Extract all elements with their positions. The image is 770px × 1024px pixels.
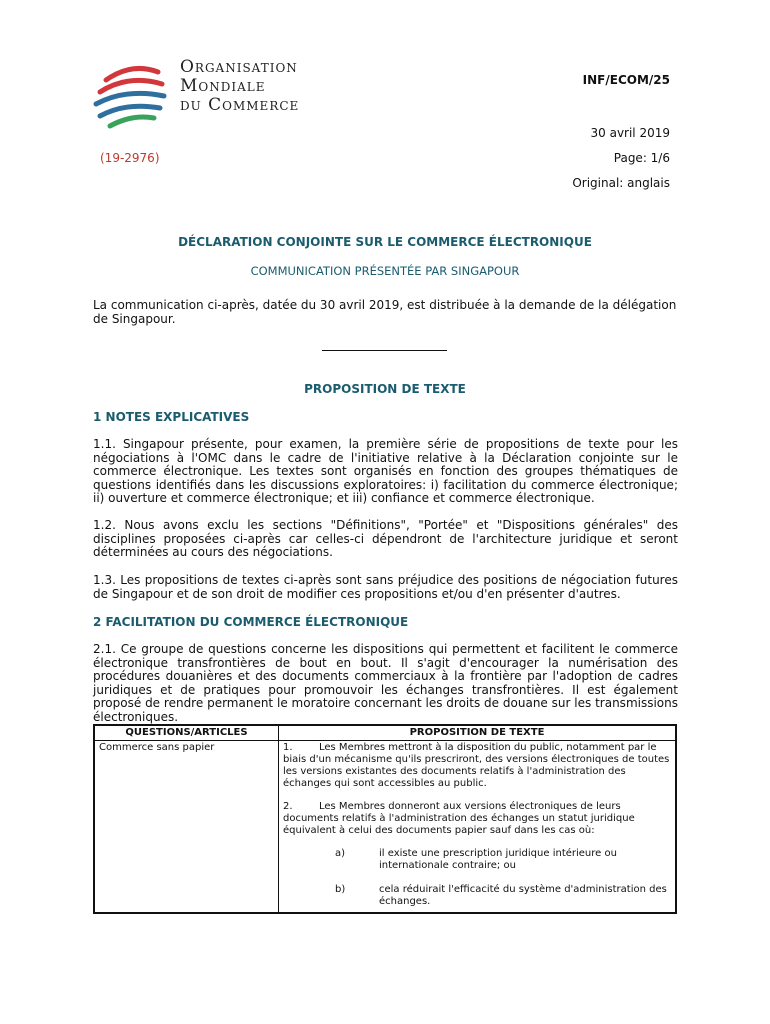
item-text: Les Membres mettront à la disposition du public, notamment par le biais d'un mécanisme qu'ils prescriront, des versions électroniques de toutes les versions existantes des documents relatifs à l'administration des échanges qui sont accessibles au public. bbox=[283, 742, 670, 789]
proposition-title: PROPOSITION DE TEXTE bbox=[304, 382, 466, 396]
document-subtitle: COMMUNICATION PRÉSENTÉE PAR SINGAPOUR bbox=[250, 264, 520, 278]
divider-line bbox=[322, 350, 447, 351]
section-2-heading: 2 FACILITATION DU COMMERCE ÉLECTRONIQUE bbox=[93, 615, 409, 629]
sub-item-b bbox=[283, 884, 671, 908]
org-line-1: Organisation bbox=[180, 57, 298, 77]
original-language: Original: anglais bbox=[572, 176, 670, 190]
org-line-3: du Commerce bbox=[180, 95, 300, 115]
document-symbol: INF/ECOM/25 bbox=[582, 73, 670, 87]
sub-item-label: a) bbox=[335, 848, 346, 859]
document-number: (19-2976) bbox=[100, 151, 160, 165]
table-header-row bbox=[94, 725, 676, 741]
list-item bbox=[283, 742, 671, 790]
paragraph-1-2: 1.2. Nous avons exclu les sections "Définitions", "Portée" et "Dispositions générales" des disciplines proposées ci-après car celles-ci dépendront de l'architecture juridique et seront déterminées au cours des négociations. bbox=[93, 518, 678, 559]
document-title: DÉCLARATION CONJOINTE SUR LE COMMERCE ÉLECTRONIQUE bbox=[178, 235, 592, 249]
intro-paragraph: La communication ci-après, datée du 30 avril 2019, est distribuée à la demande de la délégation de Singapour. bbox=[93, 298, 677, 326]
paragraph-1-3: 1.3. Les propositions de textes ci-après sont sans préjudice des positions de négociation futures de Singapour et de son droit de modifier ces propositions et/ou d'en présenter d'autres. bbox=[93, 573, 678, 601]
item-number: 1. bbox=[283, 742, 293, 753]
row-content bbox=[279, 741, 677, 914]
paragraph-1-1: 1.1. Singapour présente, pour examen, la première série de propositions de texte pour les négociations à l'OMC dans le cadre de l'initiative relative à la Déclaration conjointe sur le commerce électronique. Les textes sont organisés en fonction des groupes thématiques de questions identifiés dans les discussions exploratoires: i) facilitation du commerce électronique; ii) ouverture et commerce électronique; et iii) confiance et commerce électronique. bbox=[93, 437, 678, 505]
page-indicator: Page: 1/6 bbox=[613, 151, 670, 165]
column-header-questions: QUESTIONS/ARTICLES bbox=[94, 725, 279, 741]
proposal-table bbox=[93, 724, 677, 914]
wto-emblem-icon bbox=[92, 58, 172, 130]
row-label: Commerce sans papier bbox=[94, 741, 279, 914]
sub-item-text: il existe une prescription juridique intérieure ou internationale contraire; ou bbox=[379, 848, 617, 871]
table-row bbox=[94, 741, 676, 914]
org-line-2: Mondiale bbox=[180, 76, 266, 96]
wto-logo bbox=[92, 58, 342, 130]
sub-item-label: b) bbox=[335, 884, 346, 895]
sub-item-a bbox=[283, 848, 671, 872]
org-name bbox=[180, 58, 299, 115]
sub-item-text: cela réduirait l'efficacité du système d'administration des échanges. bbox=[379, 884, 667, 907]
paragraph-2-1: 2.1. Ce groupe de questions concerne les dispositions qui permettent et facilitent le commerce électronique transfrontières de bout en bout. Il s'agit d'encourager la numérisation des procédures douanières et des documents commerciaux à la frontière par l'adoption de cadres juridiques et de pratiques pour promouvoir les échanges transfrontières. Il est également proposé de rendre permanent le moratoire concernant les droits de douane sur les transmissions électroniques. bbox=[93, 642, 678, 724]
section-1-heading: 1 NOTES EXPLICATIVES bbox=[93, 410, 250, 424]
document-date: 30 avril 2019 bbox=[590, 126, 670, 140]
item-number: 2. bbox=[283, 801, 293, 812]
column-header-proposition: PROPOSITION DE TEXTE bbox=[279, 725, 677, 741]
item-text: Les Membres donneront aux versions électroniques de leurs documents relatifs à l'administration des échanges un statut juridique équivalent à celui des documents papier sauf dans les cas où: bbox=[283, 801, 635, 836]
list-item bbox=[283, 801, 671, 837]
